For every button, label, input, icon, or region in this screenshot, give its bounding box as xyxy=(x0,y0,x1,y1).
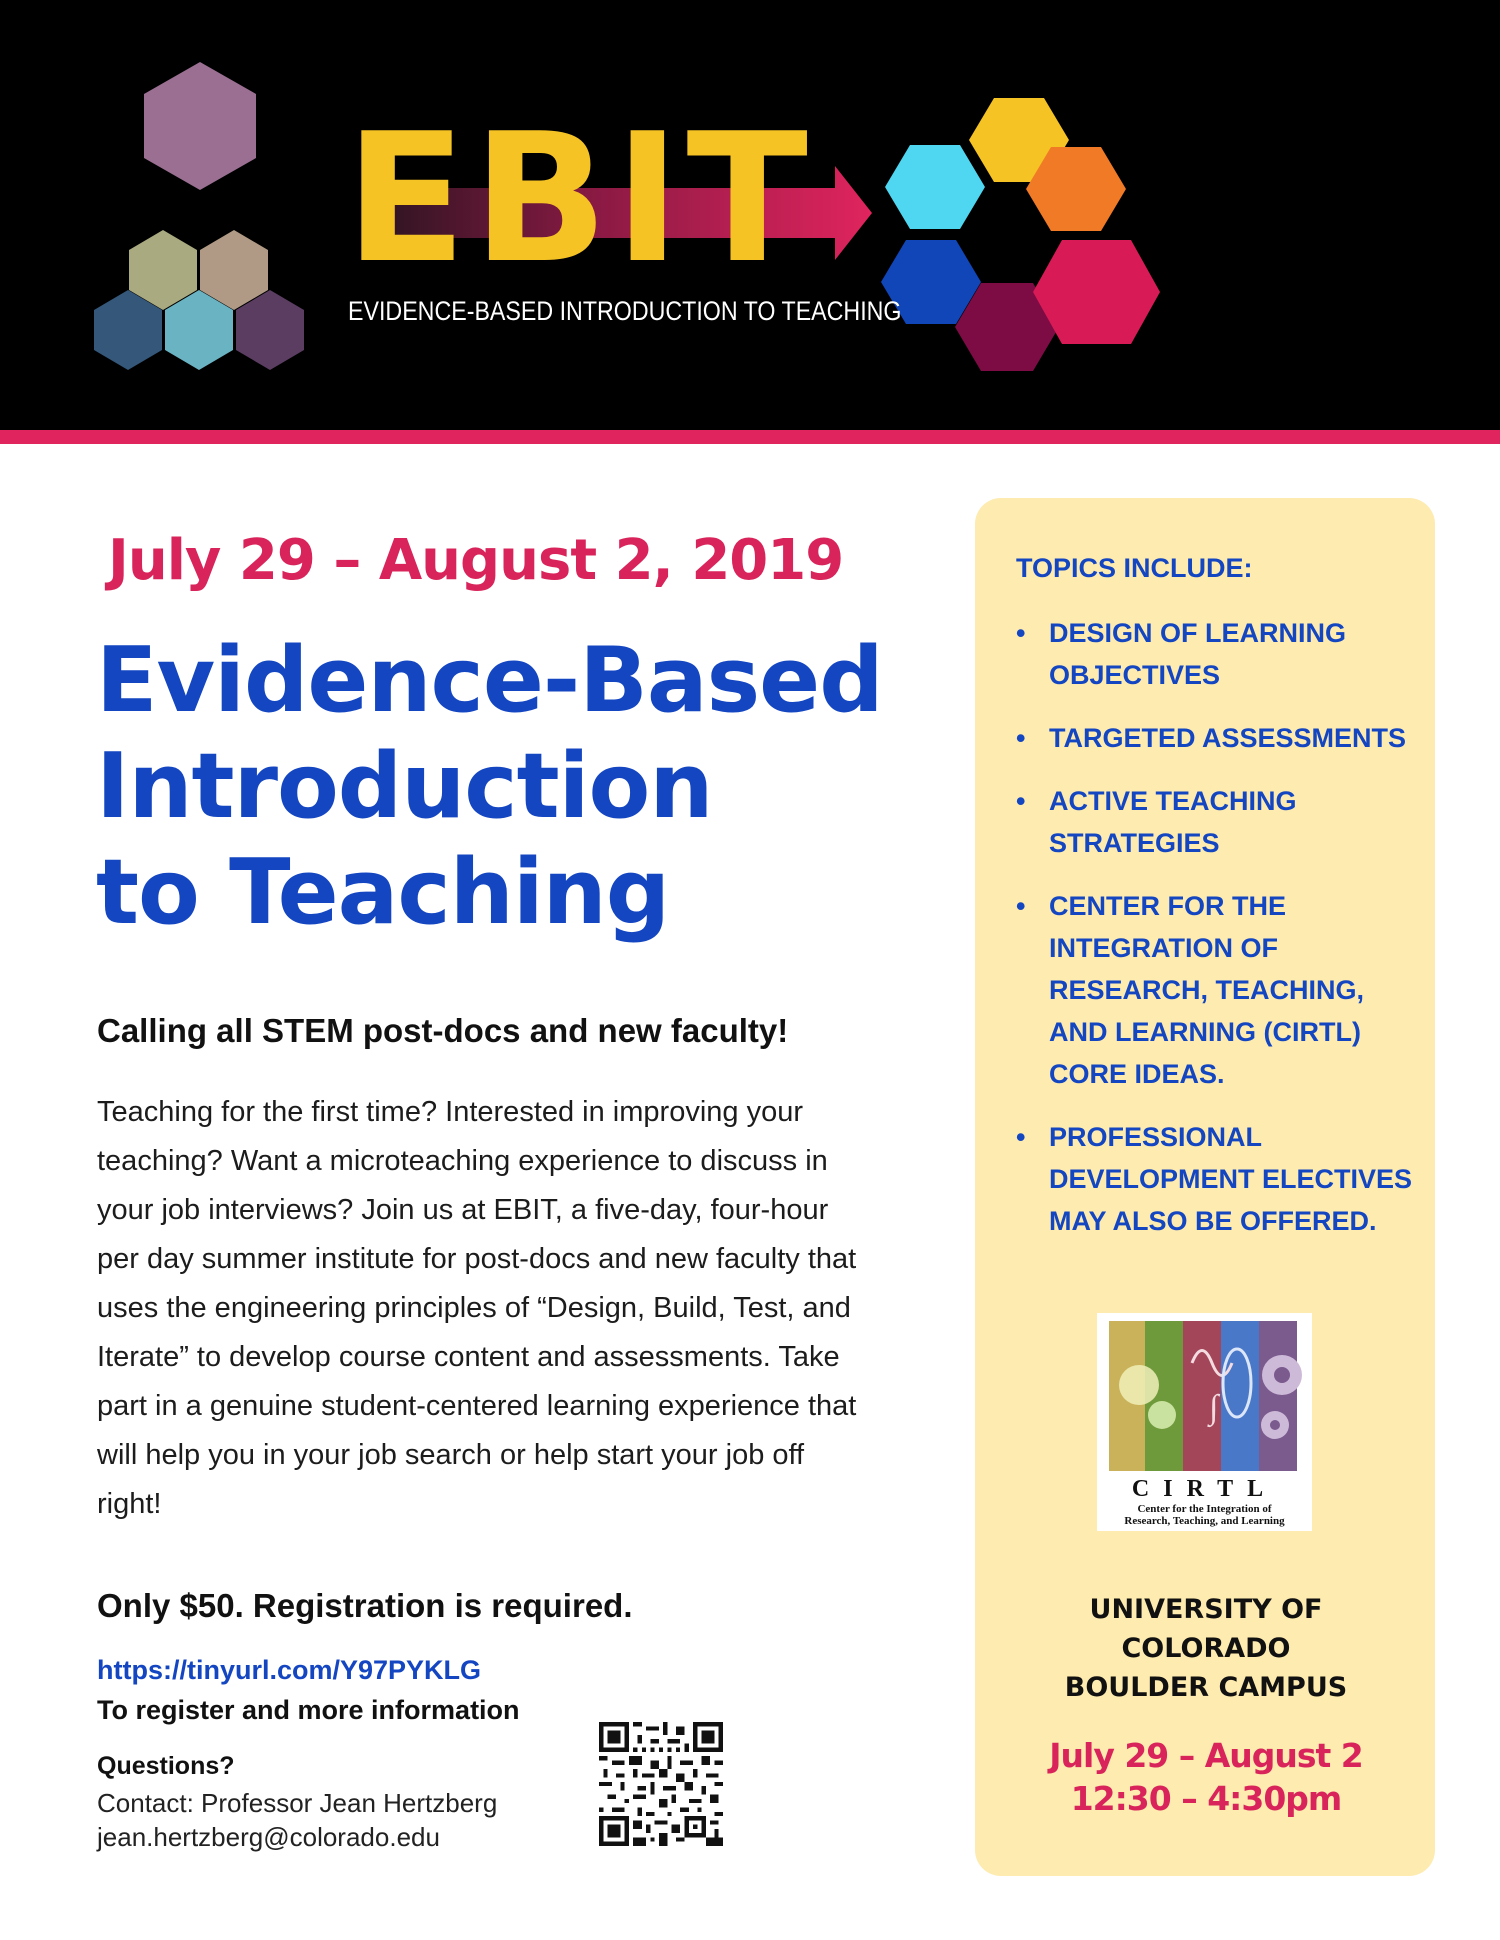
cirtl-caption-line: Center for the Integration of xyxy=(1137,1503,1272,1515)
cirtl-logo-graphic-icon xyxy=(1097,1313,1312,1473)
topic-item: • ACTIVE TEACHING STRATEGIES xyxy=(1016,780,1416,864)
location-line: BOULDER CAMPUS xyxy=(1064,1672,1348,1703)
location-block xyxy=(1006,1590,1406,1707)
topic-item: • CENTER FOR THE INTEGRATION OF RESEARCH, TEACHING, AND LEARNING (CIRTL) CORE IDEAS. xyxy=(1016,885,1416,1095)
contact-block xyxy=(97,1786,497,1854)
hex-purple-icon xyxy=(144,62,256,190)
ebit-logo-title: EBIT xyxy=(345,95,814,302)
location-line: COLORADO xyxy=(1121,1633,1291,1664)
event-title-line: Introduction xyxy=(96,734,713,839)
header-banner xyxy=(0,0,1500,430)
event-dates-heading: July 29 – August 2, 2019 xyxy=(108,528,844,593)
event-title xyxy=(96,628,916,946)
cirtl-letters: CIRTL xyxy=(1131,1476,1278,1502)
event-description: Teaching for the first time? Interested in improving your teaching? Want a microteaching experience to discuss in your job interviews? Join us at EBIT, a five-day, four-hour per day summer institute for post-docs and new faculty that uses the engineering principles of “Design, Build, Test, and Iterate” to develop course content and assessments. Take part in a genuine student-centered learning experience that will help you in your job search or help start your job off right! xyxy=(97,1096,857,1520)
price-text: Only $50. Registration is required. xyxy=(97,1587,633,1624)
schedule-time: 12:30 – 4:30pm xyxy=(1070,1779,1342,1818)
contact-email[interactable]: jean.hertzberg@colorado.edu xyxy=(97,1822,440,1852)
audience-heading: Calling all STEM post-docs and new faculty! xyxy=(97,1012,789,1049)
schedule-block xyxy=(1006,1734,1406,1820)
qr-code-icon[interactable] xyxy=(599,1722,723,1846)
ebit-logo-subtitle: EVIDENCE-BASED INTRODUCTION TO TEACHING xyxy=(348,296,902,326)
questions-label: Questions? xyxy=(97,1752,235,1780)
location-line: UNIVERSITY OF xyxy=(1089,1594,1323,1625)
header-stripe xyxy=(0,430,1500,444)
hex-cyan-icon xyxy=(885,145,985,229)
topic-item: • PROFESSIONAL DEVELOPMENT ELECTIVES MAY ALSO BE OFFERED. xyxy=(1016,1116,1416,1242)
event-title-line: to Teaching xyxy=(96,840,670,945)
registration-caption: To register and more information xyxy=(97,1695,520,1725)
topic-item: • DESIGN OF LEARNING OBJECTIVES xyxy=(1016,612,1416,696)
topics-heading: TOPICS INCLUDE: xyxy=(1016,553,1253,583)
cirtl-caption xyxy=(1097,1503,1312,1527)
cirtl-logo xyxy=(1097,1313,1312,1531)
svg-text:∫: ∫ xyxy=(1209,1389,1219,1426)
topics-list xyxy=(1016,612,1416,1263)
cirtl-caption-line: Research, Teaching, and Learning xyxy=(1124,1515,1285,1527)
contact-line: Contact: Professor Jean Hertzberg xyxy=(97,1788,498,1818)
topic-item: • TARGETED ASSESSMENTS xyxy=(1016,717,1416,759)
registration-link[interactable]: https://tinyurl.com/Y97PYKLG xyxy=(97,1655,482,1685)
event-title-line: Evidence-Based xyxy=(96,628,883,733)
schedule-dates: July 29 – August 2 xyxy=(1049,1736,1363,1775)
